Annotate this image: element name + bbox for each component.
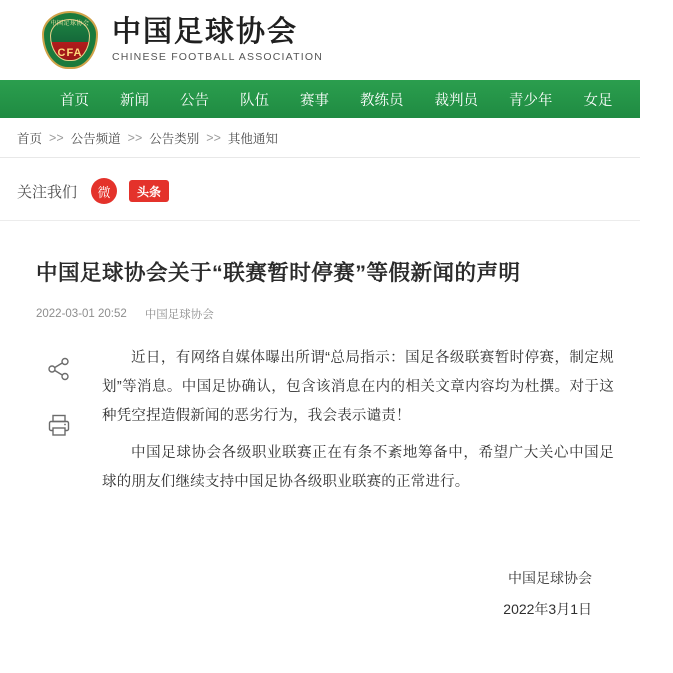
shield-top-text: 中国足球协会 [50,21,90,27]
breadcrumb-item-home[interactable]: 首页 [17,131,43,146]
article-body [102,344,614,505]
article-paragraph: 中国足球协会各级职业联赛正在有条不紊地筹备中，希望广大关心中国足球的朋友们继续支持中国足协各级职业联赛的正常进行。 [102,445,614,491]
signature-date: 2022年3月1日 [503,600,592,617]
breadcrumb-separator: >> [127,130,143,145]
shield-label: CFA [57,47,83,59]
article-paragraph: 近日，有网络自媒体曝出所谓“总局指示：国足各级联赛暂时停赛，制定规划”等消息。中国足协确认，包含该消息在内的相关文章内容均为杜撰。对于这种凭空捏造假新闻的恶劣行为，我会表示谴责！ [102,350,614,425]
print-icon[interactable] [42,408,76,442]
site-title-cn: 中国足球协会 [112,15,299,48]
publish-date: 2022-03-01 20:52 [36,308,127,321]
nav-item-news[interactable]: 新闻 [120,92,149,109]
main-navigation [0,80,673,118]
site-title-en: CHINESE FOOTBALL ASSOCIATION [112,51,323,64]
breadcrumb-item-announcement-category[interactable]: 公告类别 [149,131,200,146]
breadcrumb-separator: >> [206,130,221,145]
article-meta [36,306,614,322]
nav-item-teams[interactable]: 队伍 [240,92,269,109]
shield-icon [42,11,98,69]
nav-item-grassroots[interactable]: 全民 [643,92,673,109]
article-body-row [36,344,614,505]
site-header [0,0,640,80]
page-title: 中国足球协会关于“联赛暂时停赛”等假新闻的声明 [36,261,521,285]
breadcrumb [0,118,640,158]
nav-item-competitions[interactable]: 赛事 [300,92,329,109]
nav-item-referees[interactable]: 裁判员 [434,92,478,109]
breadcrumb-separator: >> [49,130,64,145]
signature-organization: 中国足球协会 [508,570,592,587]
share-icon[interactable] [42,352,76,386]
logo-text [112,17,323,63]
weibo-icon[interactable]: 微 [91,178,117,204]
nav-item-home[interactable]: 首页 [60,92,89,109]
follow-us-label: 关注我们 [17,183,78,201]
cfa-logo-badge [42,9,98,71]
nav-item-womens-football[interactable]: 女足 [583,92,613,109]
article [0,259,640,625]
breadcrumb-item-announcement-channel[interactable]: 公告频道 [70,131,121,146]
breadcrumb-item-other-notices: 其他通知 [227,131,278,146]
page-bottom-spacer [0,651,673,673]
article-side-tools [36,344,102,505]
nav-item-announcements[interactable]: 公告 [180,92,209,109]
nav-item-coaches[interactable]: 教练员 [360,92,404,109]
article-signature [36,563,614,625]
follow-us-bar [0,158,640,221]
nav-item-youth[interactable]: 青少年 [509,92,553,109]
toutiao-icon[interactable]: 头条 [129,180,169,202]
article-source: 中国足球协会 [144,309,214,322]
